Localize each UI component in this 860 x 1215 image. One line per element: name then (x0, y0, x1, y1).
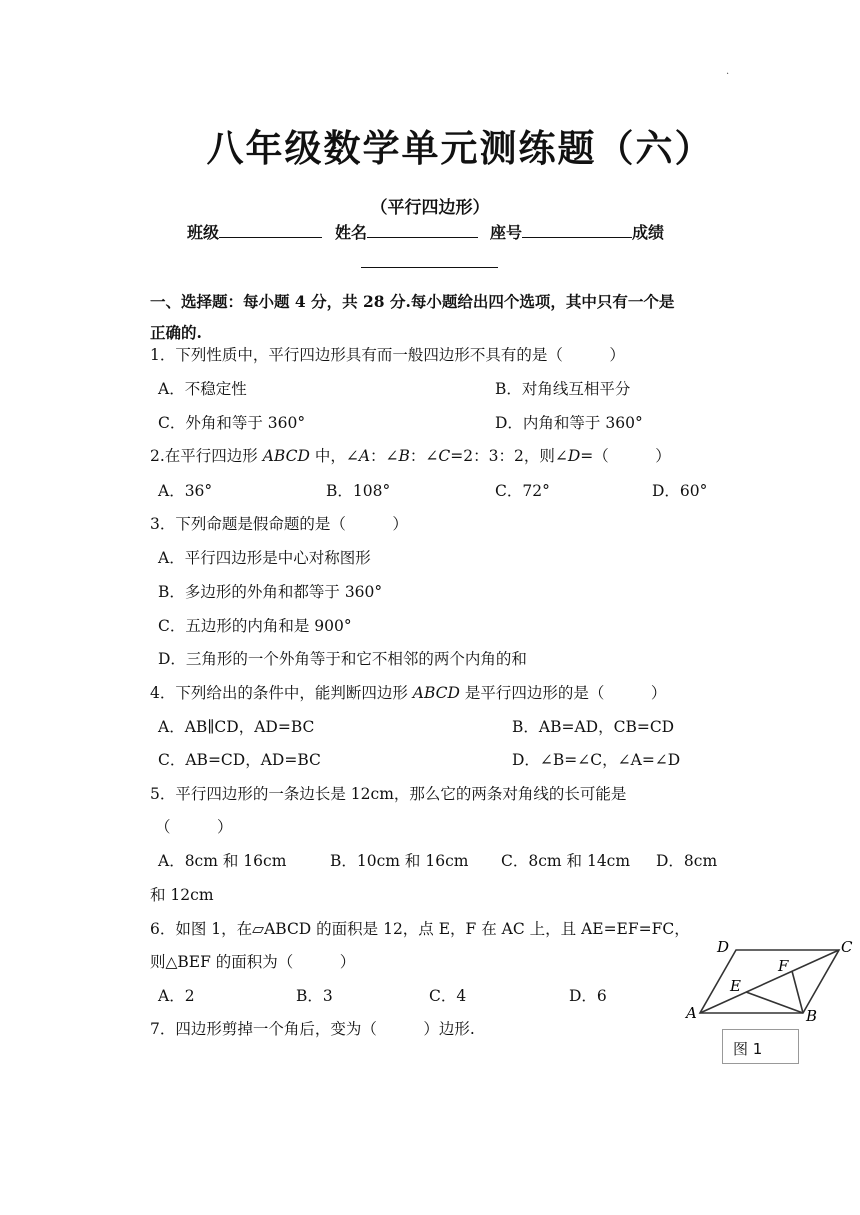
name-blank[interactable] (367, 221, 478, 238)
point-e-label: E (730, 977, 741, 995)
diagonal-ac (700, 950, 839, 1013)
question-2-stem: 2.在平行四边形 ABCD 中，∠A：∠B：∠C=2：3：2，则∠D=（ ） (150, 447, 671, 465)
question-5-stem-cont: （ ） (155, 818, 233, 836)
q1-option-a[interactable]: A．不稳定性 (158, 380, 247, 398)
q5-option-c[interactable]: C．8cm 和 14cm (501, 852, 631, 870)
corner-dot: . (726, 66, 730, 77)
segment-eb (746, 992, 803, 1013)
seat-field (490, 220, 664, 243)
page-title: 八年级数学单元测练题（六） (206, 126, 714, 170)
q4-option-b[interactable]: B．AB=AD，CB=CD (512, 718, 675, 736)
question-5-stem: 5．平行四边形的一条边长是 12cm，那么它的两条对角线的长可能是 (150, 785, 627, 803)
q1-option-c[interactable]: C．外角和等于 360° (158, 414, 306, 432)
page-subtitle: （平行四边形） (370, 198, 490, 218)
q5-option-d[interactable]: D．8cm (656, 852, 718, 870)
q2-option-d[interactable]: D．60° (652, 482, 708, 500)
question-4-stem: 4．下列给出的条件中，能判断四边形 ABCD 是平行四边形的是（ ） (150, 684, 667, 702)
seat-label: 座号 (490, 223, 523, 242)
q5-option-b[interactable]: B．10cm 和 16cm (330, 852, 469, 870)
parallelogram-figure (680, 934, 860, 1026)
seat-blank[interactable] (522, 221, 632, 238)
q2-option-b[interactable]: B．108° (326, 482, 391, 500)
q6-option-b[interactable]: B．3 (296, 987, 333, 1005)
q6-option-a[interactable]: A．2 (158, 987, 195, 1005)
score-blank[interactable] (361, 253, 498, 268)
question-7-stem: 7．四边形剪掉一个角后，变为（ ）边形. (150, 1020, 475, 1038)
score-label: 成绩 (632, 223, 665, 242)
name-field (335, 220, 478, 243)
q3-option-d[interactable]: D．三角形的一个外角等于和它不相邻的两个内角的和 (158, 650, 527, 668)
question-3-stem: 3．下列命题是假命题的是（ ） (150, 515, 408, 533)
q1-option-d[interactable]: D．内角和等于 360° (495, 414, 643, 432)
q4-option-d[interactable]: D．∠B=∠C，∠A=∠D (512, 751, 681, 769)
q6-option-d[interactable]: D．6 (569, 987, 607, 1005)
question-1-stem: 1．下列性质中，平行四边形具有而一般四边形不具有的是（ ） (150, 346, 625, 364)
class-label: 班级 (187, 223, 220, 242)
q5-option-d-wrap: 和 12cm (150, 886, 214, 904)
figure-caption: 图 1 (733, 1040, 763, 1058)
class-blank[interactable] (219, 221, 322, 238)
q6-option-c[interactable]: C．4 (429, 987, 467, 1005)
q3-option-c[interactable]: C．五边形的内角和是 900° (158, 617, 352, 635)
q4-option-a[interactable]: A．AB∥CD，AD=BC (158, 718, 315, 736)
point-f-label: F (778, 957, 789, 975)
q3-option-b[interactable]: B．多边形的外角和都等于 360° (158, 583, 383, 601)
q5-option-a[interactable]: A．8cm 和 16cm (158, 852, 287, 870)
question-6-stem-cont: 则△BEF 的面积为（ ） (150, 953, 356, 971)
q1-option-b[interactable]: B．对角线互相平分 (495, 380, 631, 398)
segment-fb (792, 971, 803, 1013)
q2-option-c[interactable]: C．72° (495, 482, 550, 500)
point-c-label: C (841, 938, 853, 956)
class-field (187, 220, 322, 243)
name-label: 姓名 (335, 223, 368, 242)
point-a-label: A (686, 1004, 697, 1022)
question-6-stem: 6．如图 1，在▱ABCD 的面积是 12，点 E，F 在 AC 上，且 AE=EF=FC， (150, 920, 690, 938)
point-b-label: B (806, 1007, 818, 1025)
q2-option-a[interactable]: A．36° (158, 482, 213, 500)
q3-option-a[interactable]: A．平行四边形是中心对称图形 (158, 549, 371, 567)
point-d-label: D (717, 938, 730, 956)
section-heading: 一、选择题：每小题 4 分，共 28 分.每小题给出四个选项，其中只有一个是 (150, 292, 675, 311)
section-heading-cont: 正确的. (150, 323, 202, 342)
q4-option-c[interactable]: C．AB=CD，AD=BC (158, 751, 321, 769)
